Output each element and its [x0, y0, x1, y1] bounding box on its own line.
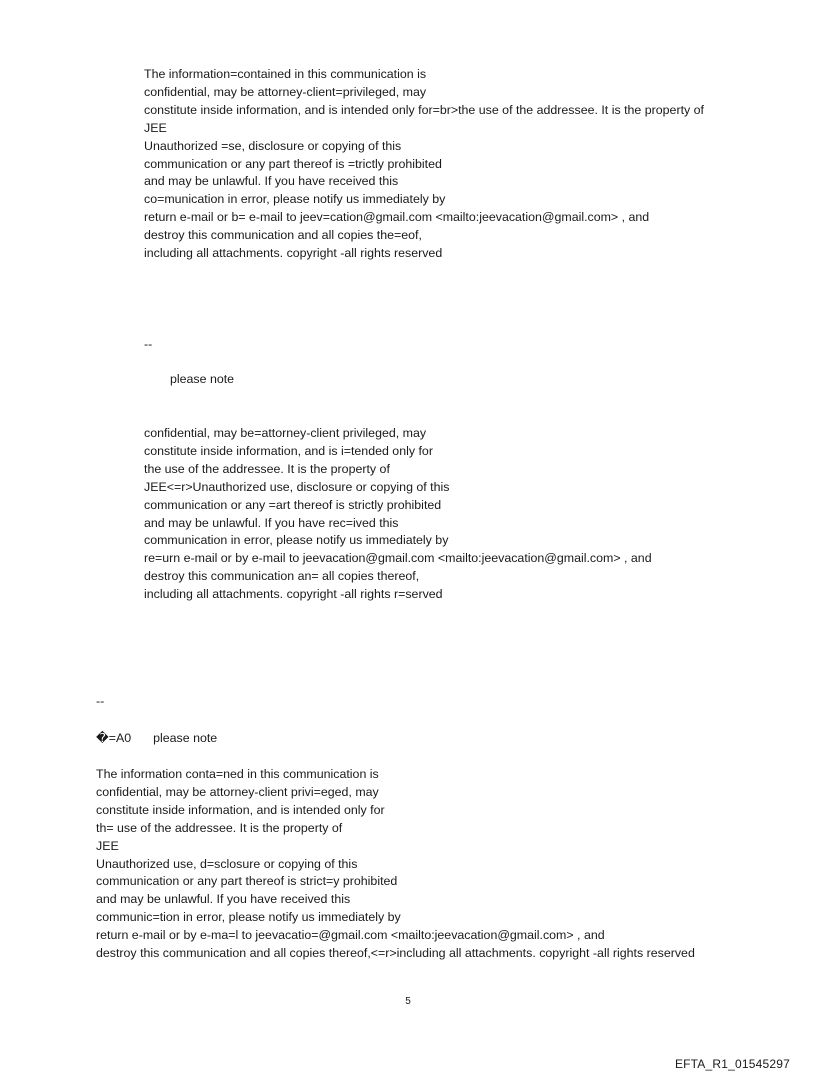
text-line: th= use of the addressee. It is the property of [96, 820, 343, 835]
text-line: and may be unlawful. If you have received this [144, 174, 399, 189]
text-line: constitute inside information, and is i=tended only for [144, 443, 433, 458]
text-line: The information=contained in this communication is [144, 67, 427, 81]
text-line: and may be unlawful. If you have rec=ived this [144, 515, 399, 530]
page-number: 5 [405, 996, 411, 1007]
text-line: communication or any part thereof is =trictly prohibited [144, 156, 442, 171]
encoding-artifact: �=A0 [96, 731, 132, 745]
text-line: JEE [96, 838, 119, 853]
text-line: confidential, may be attorney-client=privileged, may [144, 84, 427, 99]
please-note-text: please note [153, 731, 218, 745]
document-id: EFTA_R1_01545297 [674, 1057, 790, 1071]
text-line: including all attachments. copyright -all rights reserved [144, 246, 443, 261]
text-line: communication in error, please notify us immediately by [144, 533, 449, 548]
text-line: Unauthorized =se, disclosure or copying of this [144, 138, 402, 153]
text-line: JEE [144, 120, 167, 135]
separator-1: -- [144, 337, 153, 351]
text-line: constitute inside information, and is intended only for=br>the use of the addressee. It is the property of [144, 102, 704, 117]
text-line: destroy this communication an= all copies thereof, [144, 569, 420, 584]
separator-2: -- [96, 694, 105, 708]
disclaimer-block-2 [144, 425, 652, 604]
text-line: co=munication in error, please notify us immediately by [144, 192, 446, 207]
text-line: return e-mail or b= e-mail to jeev=cation@gmail.com <mailto:jeevacation@gmail.com> , and [144, 210, 650, 225]
text-line: destroy this communication and all copies the=eof, [144, 228, 422, 243]
disclaimer-block-1 [144, 66, 704, 263]
text-line: communic=tion in error, please notify us immediately by [96, 910, 401, 925]
text-line: communication or any part thereof is strict=y prohibited [96, 874, 398, 889]
text-line: including all attachments. copyright -all rights r=served [144, 587, 443, 602]
text-line: confidential, may be attorney-client privi=eged, may [96, 784, 379, 799]
disclaimer-block-3 [96, 766, 695, 963]
text-line: The information conta=ned in this communication is [96, 767, 379, 781]
text-line: the use of the addressee. It is the property of [144, 461, 390, 476]
text-line: return e-mail or by e-ma=l to jeevacatio=@gmail.com <mailto:jeevacation@gmail.com> , and [96, 928, 605, 943]
text-line: destroy this communication and all copies thereof,<=r>including all attachments. copyright -all rights reserved [96, 946, 695, 961]
text-line: confidential, may be=attorney-client privileged, may [144, 426, 427, 440]
please-note-1: please note [170, 372, 235, 386]
text-line: constitute inside information, and is intended only for [96, 802, 385, 817]
text-line: re=urn e-mail or by e-mail to jeevacation@gmail.com <mailto:jeevacation@gmail.com> , and [144, 551, 652, 566]
please-note-2 [96, 730, 217, 748]
text-line: Unauthorized use, d=sclosure or copying of this [96, 856, 358, 871]
text-line: and may be unlawful. If you have received this [96, 892, 351, 907]
text-line: JEE<=r>Unauthorized use, disclosure or copying of this [144, 479, 450, 494]
text-line: communication or any =art thereof is strictly prohibited [144, 497, 442, 512]
